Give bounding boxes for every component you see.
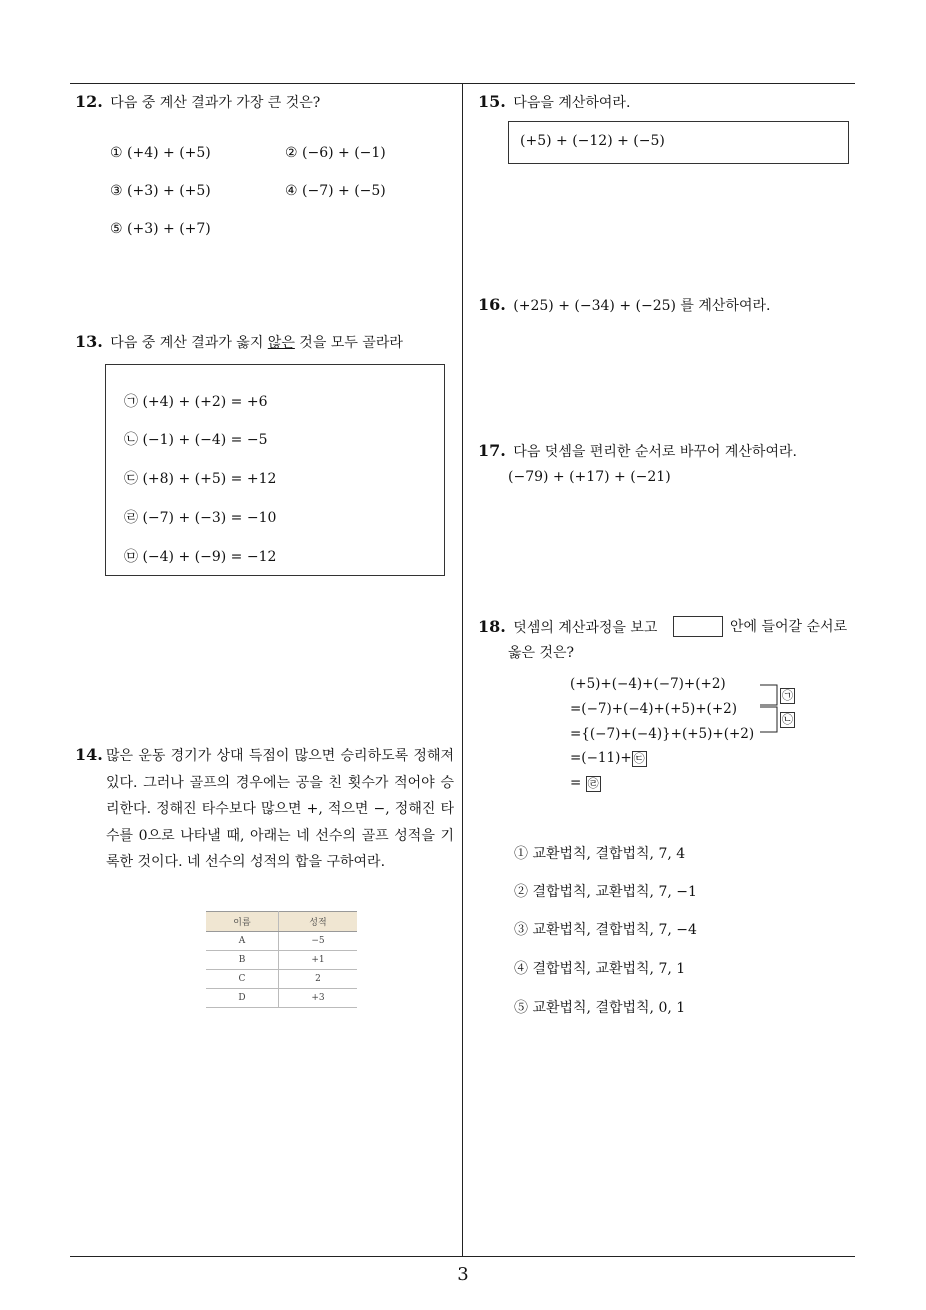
q13-item-4: ㉣ (−7) + (−3) = −10 (124, 510, 277, 526)
question-12 (75, 92, 320, 113)
q12-option-5[interactable]: ⑤ (+3) + (+7) (110, 221, 211, 237)
process-line-2: =(−7)+(−4)+(+5)+(+2) (570, 701, 737, 717)
process-line-5 (570, 775, 601, 792)
q13-item-3: ㉢ (+8) + (+5) = +12 (124, 471, 277, 487)
process-line-4-text: =(−11)+ (570, 750, 632, 766)
mark-3: ㉢ (633, 752, 645, 765)
question-text-before: 다음 중 계산 결과가 옳지 (110, 335, 268, 351)
q18-option-2[interactable]: ② 결합법칙, 교환법칙, 7, −1 (514, 884, 697, 900)
question-13 (75, 332, 403, 353)
question-number: 18. (478, 617, 506, 636)
question-number: 15. (478, 92, 506, 111)
column-divider (462, 83, 463, 1256)
table-row (206, 970, 357, 989)
question-text: (+25) + (−34) + (−25) 를 계산하여라. (513, 298, 771, 314)
table-row (206, 989, 357, 1008)
question-number: 14. (75, 745, 103, 764)
question-text: 다음 덧셈을 편리한 순서로 바꾸어 계산하여라. (513, 444, 797, 460)
question-text: 다음 중 계산 결과가 가장 큰 것은? (110, 95, 321, 111)
table-cell: C (206, 970, 279, 989)
process-line-4 (570, 750, 647, 767)
q12-option-1[interactable]: ① (+4) + (+5) (110, 145, 211, 161)
table-cell: −5 (279, 932, 358, 951)
table-cell: A (206, 932, 279, 951)
score-table (206, 911, 357, 1008)
table-cell: 2 (279, 970, 358, 989)
q18-option-5[interactable]: ⑤ 교환법칙, 결합법칙, 0, 1 (514, 1000, 686, 1016)
answer-blank-box (673, 616, 723, 637)
table-cell: +1 (279, 951, 358, 970)
q12-option-3[interactable]: ③ (+3) + (+5) (110, 183, 211, 199)
question-text-after: 것을 모두 골라라 (294, 335, 403, 351)
question-14-text: 많은 운동 경기가 상대 득점이 많으면 승리하도록 정해져 있다. 그러나 골프의 경우에는 공을 친 횟수가 적어야 승리한다. 정해진 타수보다 많으면 +, 적으면 −, 정해진 타수를 0으로 나타낼 때, 아래는 네 선수의 골프 성적을 기록한 것이다. 네 선수의 성적의 합을 구하여라. (106, 748, 454, 870)
mark-4: ㉣ (587, 777, 599, 790)
process-line-3: ={(−7)+(−4)}+(+5)+(+2) (570, 726, 755, 742)
table-header-row (206, 912, 357, 932)
q13-item-5: ㉤ (−4) + (−9) = −12 (124, 549, 277, 565)
bottom-rule (70, 1256, 855, 1257)
q12-option-2[interactable]: ② (−6) + (−1) (285, 145, 386, 161)
question-number: 16. (478, 295, 506, 314)
question-18 (478, 617, 657, 638)
process-line-1: (+5)+(−4)+(−7)+(+2) (570, 676, 726, 692)
question-text: 다음을 계산하여라. (513, 95, 631, 111)
table-row (206, 951, 357, 970)
question-17 (478, 441, 797, 462)
question-text-part2: 안에 들어갈 순서로 (730, 619, 848, 635)
table-row (206, 932, 357, 951)
table-header: 성적 (279, 912, 358, 932)
question-number: 12. (75, 92, 103, 111)
page-number: 3 (457, 1264, 469, 1285)
table-cell: D (206, 989, 279, 1008)
question-number: 17. (478, 441, 506, 460)
q12-option-4[interactable]: ④ (−7) + (−5) (285, 183, 386, 199)
q13-item-2: ㉡ (−1) + (−4) = −5 (124, 432, 268, 448)
q18-option-3[interactable]: ③ 교환법칙, 결합법칙, 7, −4 (514, 922, 697, 938)
q17-expression: (−79) + (+17) + (−21) (508, 469, 671, 485)
question-text-line2: 옳은 것은? (508, 645, 575, 661)
question-text-underlined: 않은 (267, 335, 295, 351)
question-15 (478, 92, 630, 113)
question-16 (478, 295, 770, 316)
table-cell: B (206, 951, 279, 970)
process-line-5-text: = (570, 775, 582, 791)
q15-expression: (+5) + (−12) + (−5) (520, 133, 665, 149)
mark-2: ㉡ (782, 713, 793, 726)
question-number: 13. (75, 332, 103, 351)
table-cell: +3 (279, 989, 358, 1008)
table-header: 이름 (206, 912, 279, 932)
q13-item-1: ㉠ (+4) + (+2) = +6 (124, 394, 268, 410)
q18-option-1[interactable]: ① 교환법칙, 결합법칙, 7, 4 (514, 846, 686, 862)
q18-option-4[interactable]: ④ 결합법칙, 교환법칙, 7, 1 (514, 961, 686, 977)
question-text-part1: 덧셈의 계산과정을 보고 (513, 620, 658, 636)
mark-1: ㉠ (782, 689, 793, 702)
